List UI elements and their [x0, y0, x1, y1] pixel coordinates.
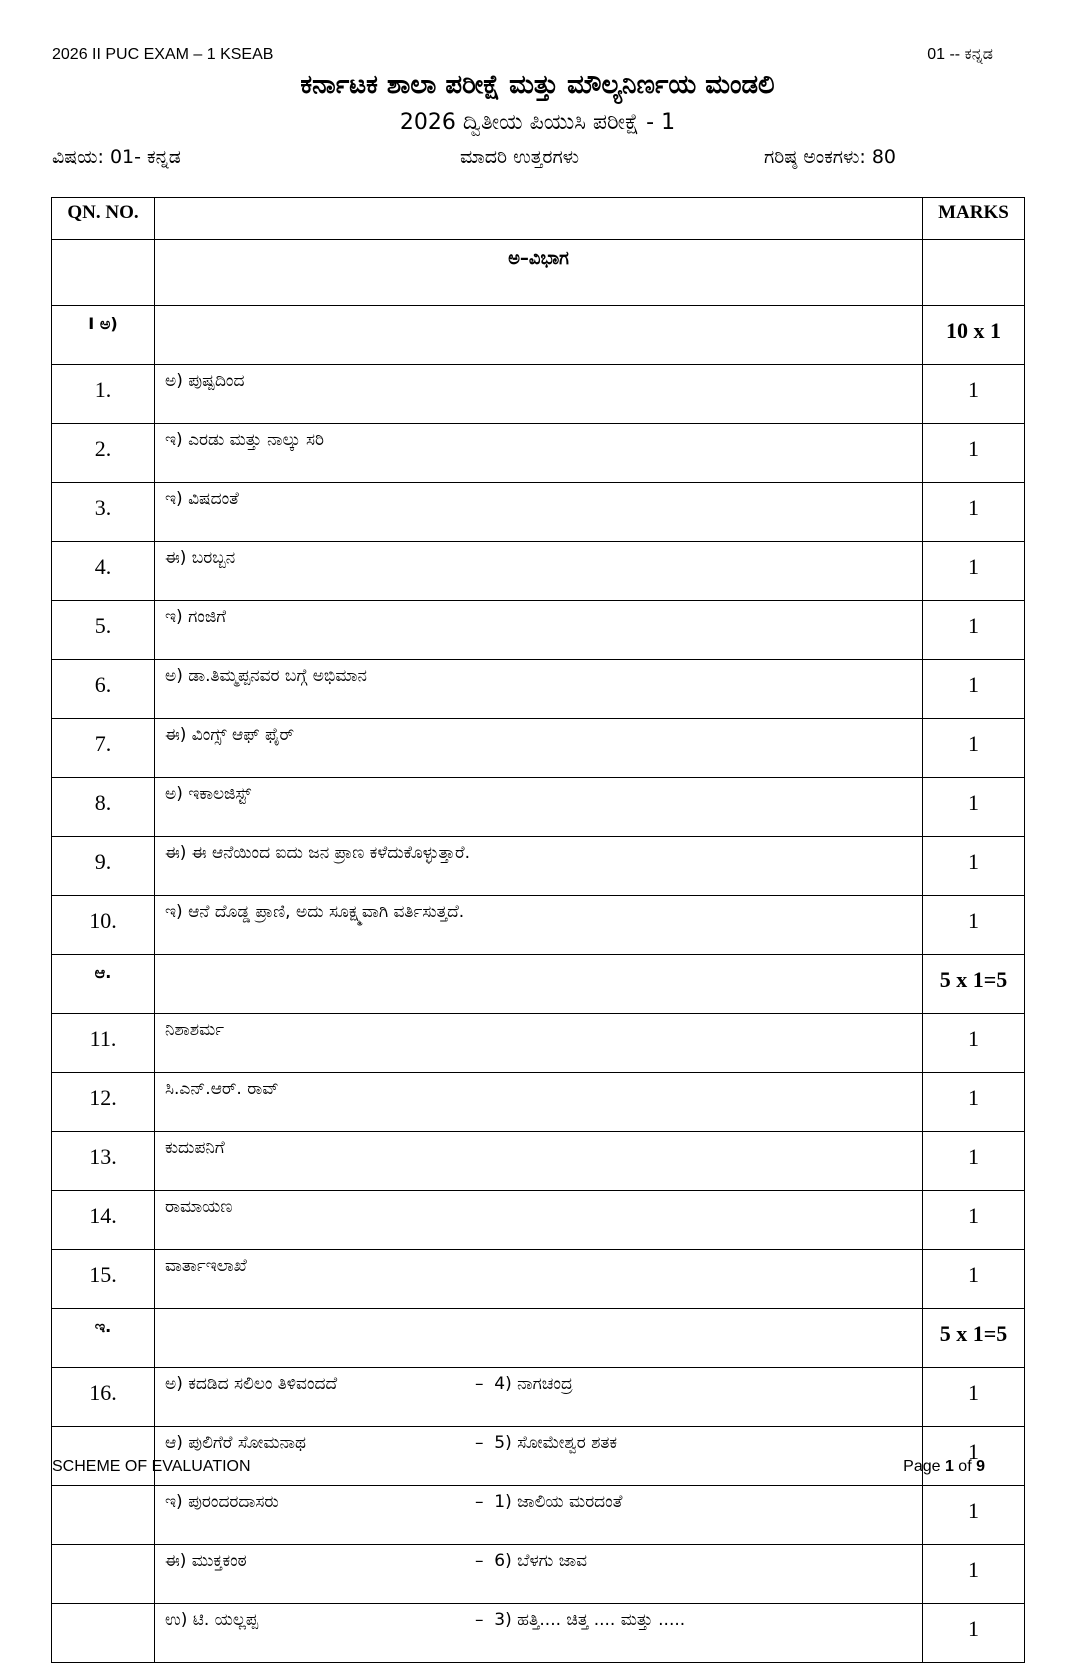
question-number — [52, 1486, 155, 1545]
match-right: – 6) ಬೆಳಗು ಜಾವ — [475, 1551, 588, 1571]
match-right: – 4) ನಾಗಚಂದ್ರ — [475, 1374, 573, 1394]
part3-header-marks: 5 x 1=5 — [923, 1309, 1025, 1368]
answer-text: ಇ) ಆನೆ ದೊಡ್ಡ ಪ್ರಾಣಿ, ಅದು ಸೂಕ್ಷ್ಮವಾಗಿ ವರ್ತಿಸುತ್ತದೆ. — [155, 896, 923, 955]
marks-value: 1 — [923, 1545, 1025, 1604]
footer-scheme-label: SCHEME OF EVALUATION — [52, 1458, 251, 1475]
question-number: 3. — [52, 483, 155, 542]
answer-text: ಅ) ಡಾ.ತಿಮ್ಮಪ್ಪನವರ ಬಗ್ಗೆ ಅಭಿಮಾನ — [155, 660, 923, 719]
table-row — [52, 719, 1025, 778]
marks-value: 1 — [923, 1014, 1025, 1073]
col-header-qn: QN. NO. — [52, 198, 155, 240]
question-number: 1. — [52, 365, 155, 424]
question-number: 9. — [52, 837, 155, 896]
answer-text: ನಿಶಾಶರ್ಮ — [155, 1014, 923, 1073]
table-row — [52, 1250, 1025, 1309]
marks-value: 1 — [923, 719, 1025, 778]
marks-value: 1 — [923, 1486, 1025, 1545]
match-answer — [155, 1545, 923, 1604]
question-number — [52, 1604, 155, 1663]
answer-text: ಇ) ವಿಷದಂತೆ — [155, 483, 923, 542]
table-row — [52, 778, 1025, 837]
marks-value: 1 — [923, 365, 1025, 424]
exam-title: 2026 ದ್ವಿತೀಯ ಪಿಯುಸಿ ಪರೀಕ್ಷೆ - 1 — [399, 110, 676, 135]
paper-type-label: ಮಾದರಿ ಉತ್ತರಗಳು — [460, 146, 580, 168]
question-number: 10. — [52, 896, 155, 955]
answer-text: ರಾಮಾಯಣ — [155, 1191, 923, 1250]
answer-text: ಇ) ಎರಡು ಮತ್ತು ನಾಲ್ಕು ಸರಿ — [155, 424, 923, 483]
table-row — [52, 837, 1025, 896]
header-subject-code: 01 -- ಕನ್ನಡ — [927, 46, 993, 63]
match-row — [52, 1368, 1025, 1427]
marks-value: 1 — [923, 1191, 1025, 1250]
question-number: 16. — [52, 1368, 155, 1427]
match-row — [52, 1486, 1025, 1545]
match-answer — [155, 1486, 923, 1545]
meta-row — [52, 146, 972, 176]
section-a-row — [52, 240, 1025, 306]
marks-value: 1 — [923, 1250, 1025, 1309]
question-number: 7. — [52, 719, 155, 778]
question-number: 12. — [52, 1073, 155, 1132]
section-a-title: ಅ–ವಿಭಾಗ — [155, 240, 923, 306]
marks-value: 1 — [923, 778, 1025, 837]
answer-table — [51, 197, 1025, 1663]
table-row — [52, 1132, 1025, 1191]
match-right: – 5) ಸೋಮೇಶ್ವರ ಶತಕ — [475, 1433, 618, 1453]
question-number — [52, 1545, 155, 1604]
answer-text: ಕುದುಪನಿಗೆ — [155, 1132, 923, 1191]
match-row — [52, 1545, 1025, 1604]
part2-header-marks: 5 x 1=5 — [923, 955, 1025, 1014]
board-title: ಕರ್ನಾಟಕ ಶಾಲಾ ಪರೀಕ್ಷೆ ಮತ್ತು ಮೌಲ್ಯನಿರ್ಣಯ ಮಂಡಲಿ — [300, 70, 775, 100]
match-left: ಆ) ಪುಲಿಗೆರೆ ಸೋಮನಾಥ — [165, 1433, 306, 1453]
table-row — [52, 424, 1025, 483]
marks-value: 1 — [923, 660, 1025, 719]
answer-text: ಅ) ಪುಷ್ಪದಿಂದ — [155, 365, 923, 424]
marks-value: 1 — [923, 483, 1025, 542]
marks-value: 1 — [923, 1132, 1025, 1191]
table-row — [52, 1191, 1025, 1250]
answer-text: ಈ) ಬರಬ್ಬನ — [155, 542, 923, 601]
match-right: – 1) ಜಾಲಿಯ ಮರದಂತೆ — [475, 1492, 623, 1512]
table-row — [52, 1014, 1025, 1073]
marks-value: 1 — [923, 1427, 1025, 1486]
part1-header-row — [52, 306, 1025, 365]
subject-label: ವಿಷಯ: 01- ಕನ್ನಡ — [52, 146, 181, 168]
match-right: – 3) ಹತ್ತಿ.... ಚಿತ್ತ .... ಮತ್ತು ..... — [475, 1610, 686, 1630]
footer-page-number: Page 1 of 9 — [903, 1458, 985, 1475]
marks-value: 1 — [923, 837, 1025, 896]
match-answer — [155, 1368, 923, 1427]
marks-value: 1 — [923, 424, 1025, 483]
question-number: 6. — [52, 660, 155, 719]
col-header-answer — [155, 198, 923, 240]
marks-value: 1 — [923, 1604, 1025, 1663]
match-answer — [155, 1427, 923, 1486]
question-number: 8. — [52, 778, 155, 837]
part1-label: I ಅ) — [52, 306, 155, 365]
match-left: ಅ) ಕದಡಿದ ಸಲಿಲಂ ತಿಳಿವಂದದೆ — [165, 1374, 338, 1394]
match-row — [52, 1427, 1025, 1486]
col-header-marks: MARKS — [923, 198, 1025, 240]
answer-text: ಈ) ಈ ಆನೆಯಿಂದ ಐದು ಜನ ಪ್ರಾಣ ಕಳೆದುಕೊಳ್ಳುತ್ತಾರೆ. — [155, 837, 923, 896]
header-exam-code: 2026 II PUC EXAM – 1 KSEAB — [52, 46, 274, 63]
table-row — [52, 660, 1025, 719]
table-row — [52, 601, 1025, 660]
question-number: 13. — [52, 1132, 155, 1191]
question-number: 2. — [52, 424, 155, 483]
part2-header-label: ಆ. — [52, 955, 155, 1014]
question-number: 15. — [52, 1250, 155, 1309]
match-left: ಉ) ಟಿ. ಯಲ್ಲಪ್ಪ — [165, 1610, 259, 1630]
answer-text: ಸಿ.ಎನ್.ಆರ್. ರಾವ್ — [155, 1073, 923, 1132]
match-row — [52, 1604, 1025, 1663]
answer-text: ಇ) ಗಂಜಿಗೆ — [155, 601, 923, 660]
table-header-row — [52, 198, 1025, 240]
table-row — [52, 483, 1025, 542]
match-left: ಇ) ಪುರಂದರದಾಸರು — [165, 1492, 279, 1512]
part2-header — [52, 955, 1025, 1014]
question-number — [52, 1427, 155, 1486]
match-answer — [155, 1604, 923, 1663]
part1-marks: 10 x 1 — [923, 306, 1025, 365]
table-row — [52, 896, 1025, 955]
answer-text: ಈ) ವಿಂಗ್ಸ್ ಆಫ್ ಫೈರ್ — [155, 719, 923, 778]
part3-header-label: ಇ. — [52, 1309, 155, 1368]
table-row — [52, 365, 1025, 424]
marks-value: 1 — [923, 896, 1025, 955]
question-number: 4. — [52, 542, 155, 601]
marks-value: 1 — [923, 1368, 1025, 1427]
answer-text: ಅ) ಇಕಾಲಜಿಸ್ಟ್ — [155, 778, 923, 837]
answer-text: ವಾರ್ತಾಇಲಾಖೆ — [155, 1250, 923, 1309]
question-number: 5. — [52, 601, 155, 660]
table-row — [52, 1073, 1025, 1132]
max-marks-label: ಗರಿಷ್ಠ ಅಂಕಗಳು: 80 — [764, 146, 897, 168]
part3-header — [52, 1309, 1025, 1368]
marks-value: 1 — [923, 1073, 1025, 1132]
table-row — [52, 542, 1025, 601]
question-number: 11. — [52, 1014, 155, 1073]
marks-value: 1 — [923, 601, 1025, 660]
marks-value: 1 — [923, 542, 1025, 601]
question-number: 14. — [52, 1191, 155, 1250]
match-left: ಈ) ಮುಕ್ತಕಂಠ — [165, 1551, 247, 1571]
